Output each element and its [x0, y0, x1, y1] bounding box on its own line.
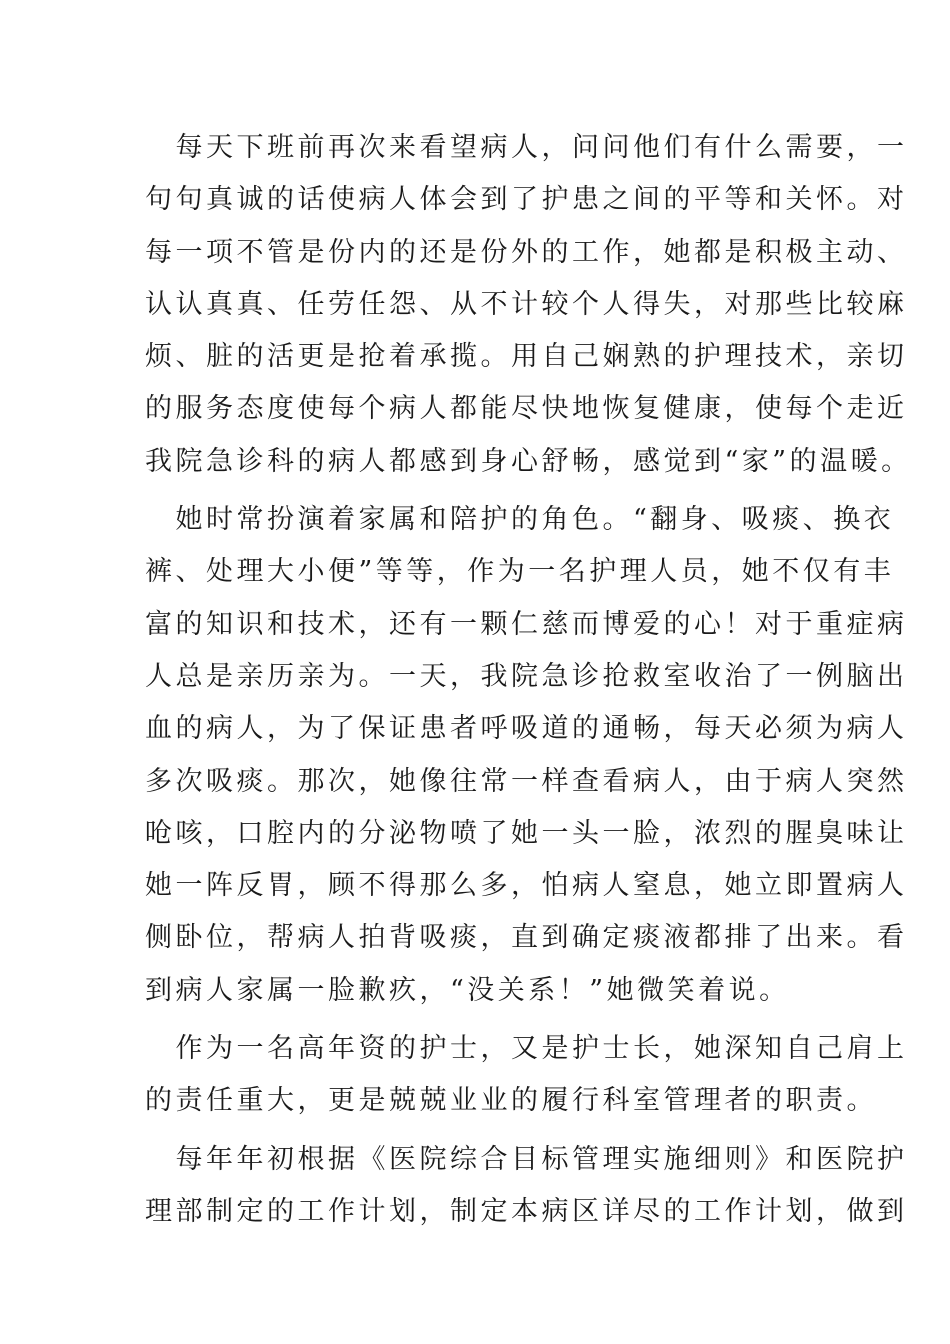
document-body: [145, 122, 912, 1238]
text-line: 富的知识和技术，还有一颗仁慈而博爱的心！对于重症病: [145, 608, 908, 640]
text-line: 血的病人，为了保证患者呼吸道的通畅，每天必须为病人: [145, 713, 908, 745]
text-line: 认认真真、任劳任怨、从不计较个人得失，对那些比较麻: [145, 288, 908, 320]
text-line: 人总是亲历亲为。一天，我院急诊抢救室收治了一例脑出: [145, 660, 908, 692]
text-line: 呛咳，口腔内的分泌物喷了她一头一脸，浓烈的腥臭味让: [145, 817, 908, 849]
paragraph-4: [145, 1134, 908, 1239]
text-line: 每年年初根据《医院综合目标管理实施细则》和医院护: [145, 1143, 908, 1175]
text-line: 我院急诊科的病人都感到身心舒畅，感觉到“家”的温暖。: [145, 445, 912, 477]
text-line: 的责任重大，更是兢兢业业的履行科室管理者的职责。: [145, 1085, 877, 1117]
text-line: 的服务态度使每个病人都能尽快地恢复健康，使每个走近: [145, 393, 908, 425]
text-line: 作为一名高年资的护士，又是护士长，她深知自己肩上: [145, 1033, 908, 1065]
text-line: 理部制定的工作计划，制定本病区详尽的工作计划，做到: [145, 1195, 908, 1227]
text-line: 她时常扮演着家属和陪护的角色。“翻身、吸痰、换衣: [145, 504, 895, 536]
paragraph-2: [145, 494, 908, 1017]
text-line: 侧卧位，帮病人拍背吸痰，直到确定痰液都排了出来。看: [145, 922, 908, 954]
text-line: 她一阵反胃，顾不得那么多，怕病人窒息，她立即置病人: [145, 870, 908, 902]
text-line: 多次吸痰。那次，她像往常一样查看病人，由于病人突然: [145, 765, 908, 797]
text-line: 烦、脏的活更是抢着承揽。用自己娴熟的护理技术，亲切: [145, 341, 908, 373]
text-line: 每天下班前再次来看望病人，问问他们有什么需要，一: [145, 132, 908, 163]
text-line: 每一项不管是份内的还是份外的工作，她都是积极主动、: [145, 236, 908, 268]
text-line: 裤、处理大小便”等等，作为一名护理人员，她不仅有丰: [145, 556, 895, 588]
paragraph-3: [145, 1023, 908, 1128]
text-line: 到病人家属一脸歉疚，“没关系！”她微笑着说。: [145, 974, 790, 1006]
paragraph-1: [145, 122, 912, 488]
text-line: 句句真诚的话使病人体会到了护患之间的平等和关怀。对: [145, 184, 908, 216]
